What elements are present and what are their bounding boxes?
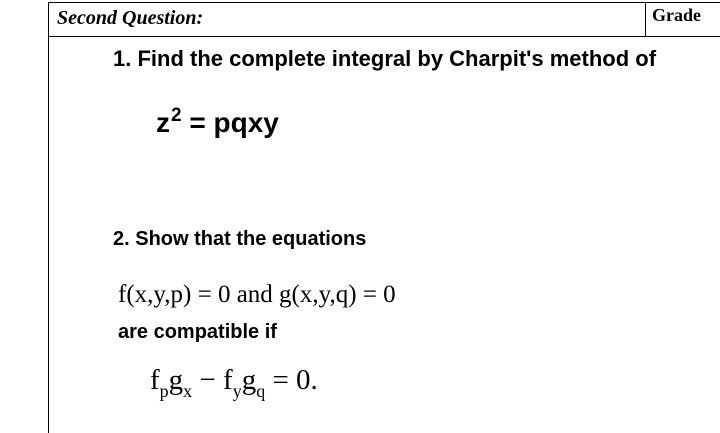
- equation-exponent: 2: [171, 105, 182, 126]
- minus-sign: −: [192, 364, 224, 396]
- header-divider: [48, 36, 720, 37]
- question-2-equations: f(x,y,p) = 0 and g(x,y,q) = 0: [118, 281, 396, 308]
- term-1-f-subscript: p: [159, 381, 169, 401]
- compatibility-condition-text: are compatible if: [118, 321, 277, 343]
- question-1-prompt: 1. Find the complete integral by Charpit's method of: [113, 46, 657, 71]
- term-2-g: g: [241, 364, 257, 396]
- question-1-equation: [156, 105, 279, 139]
- term-1-f: f: [150, 364, 160, 396]
- section-title: Second Question:: [57, 7, 204, 29]
- term-2-f-subscript: y: [232, 381, 242, 401]
- term-1-g: g: [168, 364, 184, 396]
- equation-rhs-zero: = 0.: [265, 364, 318, 396]
- top-border: [48, 2, 720, 3]
- equation-base: z: [156, 107, 170, 138]
- compatibility-condition-equation: [150, 364, 318, 402]
- term-2-f: f: [223, 364, 233, 396]
- grade-label: Grade: [652, 5, 701, 25]
- term-1-g-subscript: x: [183, 381, 193, 401]
- question-2-prompt: 2. Show that the equations: [113, 228, 367, 250]
- equation-rhs: = pqxy: [181, 107, 279, 138]
- grade-column-divider: [645, 2, 646, 36]
- term-2-g-subscript: q: [256, 381, 266, 401]
- left-border: [48, 2, 49, 433]
